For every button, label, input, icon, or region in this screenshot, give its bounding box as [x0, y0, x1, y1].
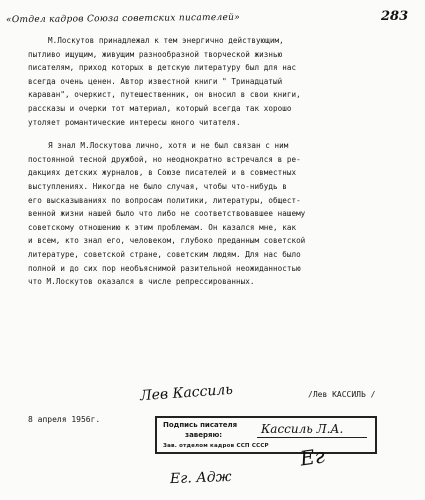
bottom-signature: Ег. Адж [169, 468, 232, 488]
paragraph-1 [28, 34, 413, 129]
text-line: рассказы и очерки тот материал, который всегда так хорошо [28, 103, 292, 113]
paragraph-2 [28, 139, 413, 289]
text-line: караван", очеркист, путешественник, он вносил в свои книги, [28, 90, 301, 100]
text-line: выступлениях. Никогда не было случая, чтобы что-нибудь в [28, 181, 287, 191]
stamp-line-2: заверяю: [185, 431, 223, 439]
stamp-underline [257, 437, 367, 438]
text-line: литературе, советской стране, советским людям. Для нас было [28, 249, 301, 259]
text-line: писателям, приход которых в детскую литературу был для нас [28, 63, 297, 73]
text-line: Я знал М.Лоскутова лично, хотя и не был связан с ним [48, 141, 289, 151]
text-line: постоянной тесной дружбой, но неоднократно встречался в ре- [28, 154, 301, 164]
text-line: советскому отношению к этим проблемам. Он казался мне, как [28, 222, 297, 232]
handwritten-header-note: «Отдел кадров Союза советских писателей» [5, 12, 241, 26]
corner-signature: Ег [298, 443, 327, 471]
handwritten-signature: Лев Кассиль [139, 381, 234, 405]
text-line: что М.Лоскутов оказался в числе репрессированных. [28, 277, 255, 287]
text-line: полной и до сих пор необъяснимой разительной неожиданностью [28, 263, 301, 273]
text-line: венной жизни нашей было что либо не соответствовавшее нашему [28, 209, 306, 219]
letter-date: 8 апреля 1956г. [28, 415, 101, 424]
text-line: М.Лоскутов принадлежал к тем энергично действующим, [48, 36, 284, 45]
signature-block [139, 381, 410, 407]
letter-body [28, 34, 413, 299]
text-line: дакциях детских журналов, в Союзе писателей и в совместных [28, 168, 297, 178]
stamp-handwritten-name: Кассиль Л.А. [261, 422, 344, 436]
certification-stamp [155, 416, 377, 454]
stamp-line-1: Подпись писателя [163, 421, 238, 429]
text-line: утоляет романтические интересы юного читателя. [28, 117, 241, 127]
text-line: пытливо ищущим, живущим разнообразной творческой жизнью [28, 49, 283, 59]
text-line: всегда очень ценен. Автор известной книги " Тринадцатый [28, 76, 283, 86]
page-number: 283 [381, 9, 409, 24]
text-line: и всем, кто знал его, человеком, глубоко преданным советской [28, 236, 306, 246]
printed-signatory-name: /Лев КАССИЛЬ / [308, 390, 376, 399]
stamp-line-3: Зав. отделом кадров ССП СССР [163, 443, 269, 449]
text-line: его высказываниях по вопросам политики, литературы, общест- [28, 195, 301, 205]
